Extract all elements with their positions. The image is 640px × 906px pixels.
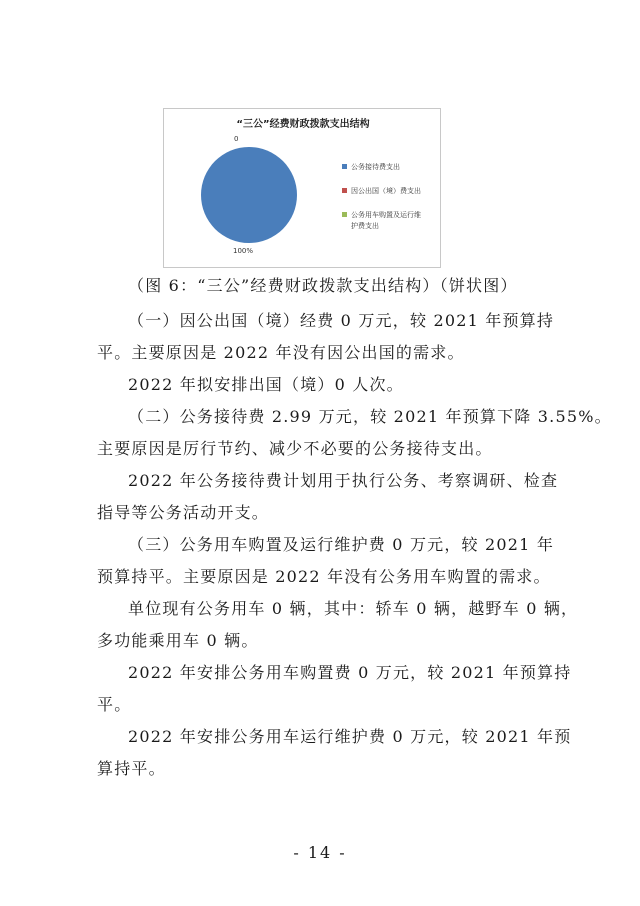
para-7-line-1: 2022 年安排公务用车购置费 0 万元，较 2021 年预算持 xyxy=(128,663,572,682)
para-8-line-2: 算持平。 xyxy=(97,759,166,778)
para-2-line-1: 2022 年拟安排出国（境）0 人次。 xyxy=(128,375,404,394)
chart-title: “三公”经费财政拨款支出结构 xyxy=(236,119,370,130)
page-number: - 14 - xyxy=(293,843,347,862)
legend-swatch-3 xyxy=(342,212,347,217)
pie-slice-1 xyxy=(201,147,297,243)
legend-label-2: 因公出国（境）费支出 xyxy=(351,187,421,195)
legend-swatch-1 xyxy=(342,164,347,169)
para-1-line-1: （一）因公出国（境）经费 0 万元，较 2021 年预算持 xyxy=(128,311,555,330)
legend-label-3-line-2: 护费支出 xyxy=(351,222,379,230)
para-3-line-2: 主要原因是厉行节约、减少不必要的公务接待支出。 xyxy=(97,439,493,458)
para-3-line-1: （二）公务接待费 2.99 万元，较 2021 年预算下降 3.55%。 xyxy=(128,407,612,426)
para-4-line-2: 指导等公务活动开支。 xyxy=(97,503,270,522)
para-5-line-1: （三）公务用车购置及运行维护费 0 万元，较 2021 年 xyxy=(128,535,555,554)
para-6-line-2: 多功能乘用车 0 辆。 xyxy=(97,631,259,650)
para-8-line-1: 2022 年安排公务用车运行维护费 0 万元，较 2021 年预 xyxy=(128,727,572,746)
data-label-100-percent: 100% xyxy=(232,247,254,255)
legend-swatch-2 xyxy=(342,188,347,193)
para-1-line-2: 平。主要原因是 2022 年没有因公出国的需求。 xyxy=(97,343,465,362)
para-7-line-2: 平。 xyxy=(97,695,132,714)
legend-label-3-line-1: 公务用车购置及运行维 xyxy=(351,211,421,219)
pie-chart-svg xyxy=(164,109,442,269)
para-5-line-2: 预算持平。主要原因是 2022 年没有公务用车购置的需求。 xyxy=(97,567,551,586)
para-4-line-1: 2022 年公务接待费计划用于执行公务、考察调研、检查 xyxy=(128,471,559,490)
legend-label-1: 公务接待费支出 xyxy=(351,163,400,171)
pie-chart xyxy=(163,108,441,268)
data-label-0: 0 xyxy=(234,135,239,143)
para-6-line-1: 单位现有公务用车 0 辆，其中：轿车 0 辆，越野车 0 辆， xyxy=(128,599,579,618)
figure-caption: （图 6：“三公”经费财政拨款支出结构）（饼状图） xyxy=(128,276,518,295)
